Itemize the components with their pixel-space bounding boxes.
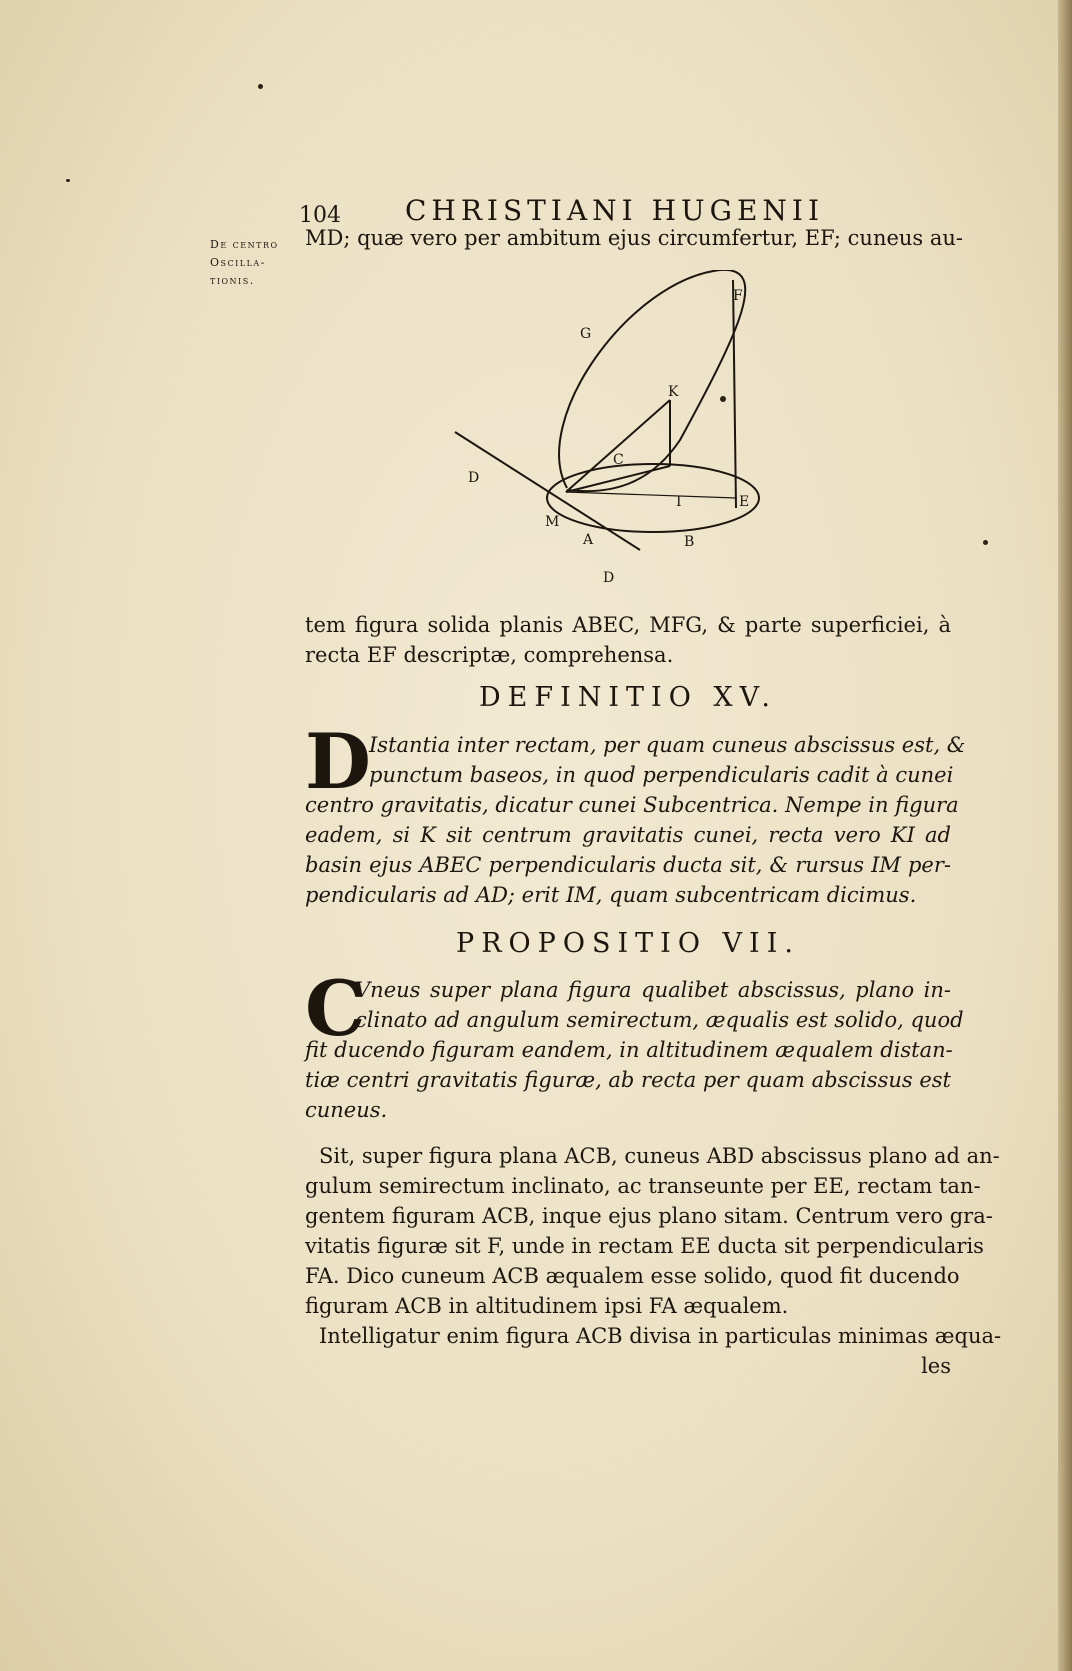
label-B: B	[684, 534, 695, 550]
label-D-lower: D	[603, 570, 615, 586]
intro-text-bottom	[305, 610, 951, 670]
label-G: G	[580, 326, 592, 342]
text-line: cuneus.	[305, 1098, 388, 1122]
text-line: Vneus super plana figura qualibet abscissus, plano in-	[355, 978, 951, 1002]
margin-note	[210, 236, 300, 290]
body-text	[305, 1141, 1002, 1381]
text-line: MD; quæ vero per ambitum ejus circumfertur, EF; cuneus au-	[305, 226, 964, 250]
text-line: Intelligatur enim figura ACB divisa in particulas minimas æqua-	[319, 1324, 1002, 1348]
line-EF	[733, 280, 736, 508]
text-line: pendicularis ad AD; erit IM, quam subcentricam dicimus.	[305, 883, 917, 907]
ink-spot	[66, 179, 70, 182]
text-line: clinato ad angulum semirectum, æqualis est solido, quod	[355, 1008, 964, 1032]
section-curve	[559, 270, 745, 491]
label-A: A	[583, 532, 594, 548]
margin-note-line: tionis.	[210, 274, 255, 287]
margin-note-line: De centro	[210, 238, 279, 251]
text-line: Istantia inter rectam, per quam cuneus abscissus est, &	[369, 733, 966, 757]
label-K: K	[668, 384, 679, 400]
label-E: E	[739, 494, 750, 510]
label-C: C	[613, 452, 624, 468]
text-line: figuram ACB in altitudinem ipsi FA æqualem.	[305, 1294, 789, 1318]
text-line: tiæ centri gravitatis figuræ, ab recta per quam abscissus est	[305, 1068, 951, 1092]
ink-spot	[258, 84, 263, 89]
label-F: F	[733, 288, 743, 304]
text-line: eadem, si K sit centrum gravitatis cunei, recta vero KI ad	[305, 823, 951, 847]
intro-text-top	[305, 223, 964, 253]
label-D-upper: D	[468, 470, 480, 486]
text-line: centro gravitatis, dicatur cunei Subcentrica. Nempe in figura	[305, 793, 959, 817]
line-DD	[455, 432, 640, 550]
label-M: M	[545, 514, 560, 530]
text-line: basin ejus ABEC perpendicularis ducta sit, & rursus IM per-	[305, 853, 951, 877]
running-head: CHRISTIANI HUGENII	[405, 194, 825, 227]
line-ME	[566, 492, 736, 498]
proposition-heading: PROPOSITIO VII.	[456, 928, 800, 959]
page-number: 104	[299, 203, 341, 228]
text-line: tem figura solida planis ABEC, MFG, & parte superficiei, à	[305, 613, 951, 637]
definition-dropcap: D	[305, 717, 371, 806]
text-line: FA. Dico cuneum ACB æqualem esse solido, quod fit ducendo	[305, 1264, 960, 1288]
text-line: gulum semirectum inclinato, ac transeunte per EE, rectam tan-	[305, 1174, 981, 1198]
text-line: recta EF descriptæ, comprehensa.	[305, 643, 674, 667]
definition-text	[305, 730, 966, 910]
definition-heading: DEFINITIO XV.	[478, 682, 778, 713]
text-line: punctum baseos, in quod perpendicularis cadit à cunei	[369, 763, 954, 787]
proposition-dropcap: C	[305, 964, 366, 1053]
ink-spot	[983, 540, 988, 545]
text-line: Sit, super figura plana ACB, cuneus ABD abscissus plano ad an-	[319, 1144, 1000, 1168]
text-line: gentem figuram ACB, inque ejus plano sitam. Centrum vero gra-	[305, 1204, 993, 1228]
geometric-figure	[440, 270, 810, 590]
proposition-text	[305, 964, 964, 1125]
label-I: I	[676, 494, 682, 510]
text-line: vitatis figuræ sit F, unde in rectam EE ducta sit perpendicularis	[305, 1234, 984, 1258]
margin-note-line: Oscilla-	[210, 256, 266, 269]
catchword: les	[921, 1354, 951, 1378]
page-edge-shadow	[1058, 0, 1072, 1671]
text-line: fit ducendo figuram eandem, in altitudinem æqualem distan-	[305, 1038, 953, 1062]
